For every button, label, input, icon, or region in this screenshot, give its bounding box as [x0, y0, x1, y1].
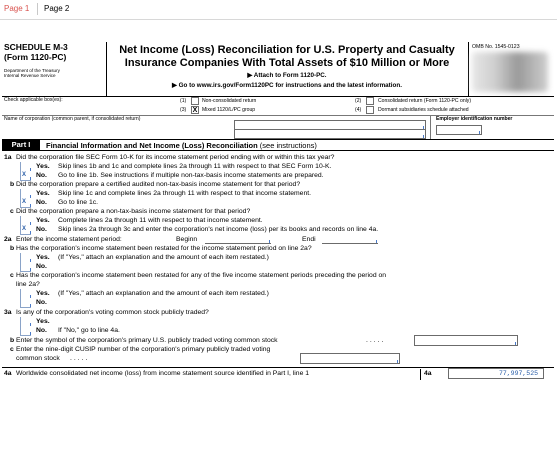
- line-2a-number: 2a: [4, 236, 12, 243]
- line-2b-yes: Yes.: [36, 254, 50, 261]
- period-begin-label: Beginn: [176, 236, 198, 243]
- line-3a-number: 3a: [4, 309, 12, 316]
- leader-dots: .....: [366, 337, 386, 344]
- line-2c-no-checkbox[interactable]: [20, 298, 31, 308]
- line-2c-yes-text: (If "Yes," attach an explanation and the amount of each item restated.): [58, 290, 269, 297]
- line-2c-no: No.: [36, 299, 47, 306]
- dept-line-1: Department of the Treasury: [4, 68, 60, 73]
- line-1a-no-text: Go to line 1b. See instructions if multiple non-tax-basis income statements are prepared.: [58, 172, 324, 179]
- check-option-2: Consolidated return (Form 1120-PC only): [378, 98, 472, 104]
- line-1b-no-text: Go to line 1c.: [58, 199, 99, 206]
- line-3a-no: No.: [36, 327, 47, 334]
- line-1c-no-checkbox[interactable]: X: [20, 225, 31, 235]
- line-4a-amount-field[interactable]: 77,997,525: [448, 368, 544, 379]
- line-2b-text: Has the corporation's income statement been restated for the income statement period on line 2a?: [16, 245, 312, 252]
- line-1a-no: No.: [36, 172, 47, 179]
- check-option-1: Non-consolidated return: [202, 98, 257, 104]
- line-1c-text: Did the corporation prepare a non-tax-basis income statement for that period?: [16, 208, 251, 215]
- line-1c-yes-text: Complete lines 2a through 11 with respect to that income statement.: [58, 217, 263, 224]
- check-num-1: (1): [180, 98, 187, 104]
- cusip-number-field[interactable]: [300, 353, 400, 364]
- line-3b-text: Enter the symbol of the corporation's primary U.S. publicly traded voting common stock: [16, 337, 278, 344]
- line-2a-text: Enter the income statement period:: [16, 236, 122, 243]
- line-3a-text: Is any of the corporation's voting common stock publicly traded?: [16, 309, 209, 316]
- form-name: (Form 1120-PC): [4, 52, 67, 62]
- check-num-2: (2): [355, 98, 362, 104]
- corporation-name-field-2[interactable]: [234, 129, 426, 139]
- part-tag: Part I: [2, 140, 40, 150]
- period-begin-field[interactable]: [205, 235, 271, 244]
- header-divider: [106, 42, 107, 96]
- title-line-2: Insurance Companies With Total Assets of $10 Million or More: [124, 56, 450, 69]
- line-1b-no: No.: [36, 199, 47, 206]
- line-1a-number: 1a: [4, 154, 12, 161]
- line-2b-number: b: [10, 245, 15, 252]
- line-1b-yes: Yes.: [36, 190, 50, 197]
- line-4a-number: 4a: [4, 370, 12, 377]
- line-1c-no: No.: [36, 226, 47, 233]
- leader-dots: .....: [70, 355, 90, 362]
- dept-line-2: Internal Revenue Service: [4, 73, 56, 79]
- title-line-1: Net Income (Loss) Reconciliation for U.S. Property and Casualty: [119, 44, 455, 56]
- header-divider: [468, 42, 469, 96]
- line-4a-text: Worldwide consolidated net income (loss) from income statement source identified in Part I, line 1: [16, 370, 310, 377]
- tab-divider: [37, 3, 38, 15]
- ein-field[interactable]: [436, 125, 482, 135]
- line-3b-number: b: [10, 337, 15, 344]
- line-1b-yes-text: Skip line 1c and complete lines 2a through 11 with respect to that income statement.: [58, 190, 312, 197]
- schedule-name: SCHEDULE M-3: [4, 42, 68, 52]
- line-2c-number: c: [10, 272, 14, 279]
- line-1b-no-checkbox[interactable]: X: [20, 198, 31, 208]
- instructions-link-note: ▶ Go to www.irs.gov/Form1120PC for instructions and the latest information.: [172, 82, 402, 89]
- check-option-4: Dormant subsidiaries schedule attached: [378, 107, 469, 113]
- line-2c-text-cont: line 2a?: [16, 281, 40, 288]
- line-1a-yes: Yes.: [36, 163, 50, 170]
- line-2b-yes-text: (If "Yes," attach an explanation and the amount of each item restated.): [58, 254, 269, 261]
- check-option-3: Mixed 1120/L/PC group: [202, 107, 256, 113]
- attach-note: ▶ Attach to Form 1120-PC.: [247, 72, 327, 79]
- check-num-4: (4): [355, 107, 362, 113]
- omb-number: OMB No. 1545-0123: [472, 44, 520, 50]
- tab-page-1[interactable]: Page 1: [4, 4, 30, 13]
- line-3a-no-checkbox[interactable]: [20, 326, 31, 336]
- stock-symbol-field[interactable]: [414, 335, 518, 346]
- line-1c-no-text: Skip lines 2a through 3c and enter the corporation's net income (loss) per its books and records on line 4a.: [58, 226, 379, 233]
- divider: [430, 115, 431, 139]
- line-3a-no-text: If "No," go to line 4a.: [58, 327, 120, 334]
- part-i-header: [2, 139, 554, 151]
- check-label: Check applicable box(es):: [4, 97, 63, 103]
- line-3c-text-cont: common stock: [16, 355, 60, 362]
- line-1b-number: b: [10, 181, 15, 188]
- schedule-identity: [4, 42, 104, 78]
- line-4a-box-label: 4a: [420, 369, 432, 380]
- part-title: Financial Information and Net Income (Loss) Reconciliation (see instructions): [46, 141, 317, 150]
- check-box-1[interactable]: [191, 97, 199, 105]
- check-num-3: (3): [180, 107, 187, 113]
- ein-label: Employer identification number: [436, 116, 513, 122]
- line-2b-no: No.: [36, 263, 47, 270]
- corporation-name-label: Name of corporation (common parent, if consolidated return): [4, 116, 141, 122]
- line-3c-text: Enter the nine-digit CUSIP number of the corporation's primary publicly traded voting: [16, 346, 271, 353]
- part-see-instructions: (see instructions): [259, 141, 317, 150]
- period-end-field[interactable]: [322, 235, 378, 244]
- line-2c-text: Has the corporation's income statement been restated for any of the five income statement periods preceding the period on: [16, 272, 387, 279]
- check-box-2[interactable]: [366, 97, 374, 105]
- line-1b-text: Did the corporation prepare a certified audited non-tax-basis income statement for that period?: [16, 181, 301, 188]
- year-seal-blurred: [472, 52, 548, 92]
- tab-page-2[interactable]: Page 2: [44, 4, 70, 13]
- line-1c-yes: Yes.: [36, 217, 50, 224]
- period-end-label: Endi: [302, 236, 316, 243]
- check-box-4[interactable]: [366, 106, 374, 114]
- line-1a-text: Did the corporation file SEC Form 10-K for its income statement period ending with or within this tax year?: [16, 154, 335, 161]
- form-sheet: [2, 40, 554, 449]
- line-3a-yes: Yes.: [36, 318, 50, 325]
- line-2c-yes: Yes.: [36, 290, 50, 297]
- line-1c-number: c: [10, 208, 14, 215]
- line-1a-no-checkbox[interactable]: X: [20, 171, 31, 181]
- form-title: [110, 44, 464, 69]
- check-box-3[interactable]: X: [192, 107, 198, 114]
- divider: [2, 96, 554, 97]
- line-3c-number: c: [10, 346, 14, 353]
- line-1a-yes-text: Skip lines 1b and 1c and complete lines 2a through 11 with respect to that SEC Form 10-K.: [58, 163, 332, 170]
- page-tabs: [0, 0, 557, 20]
